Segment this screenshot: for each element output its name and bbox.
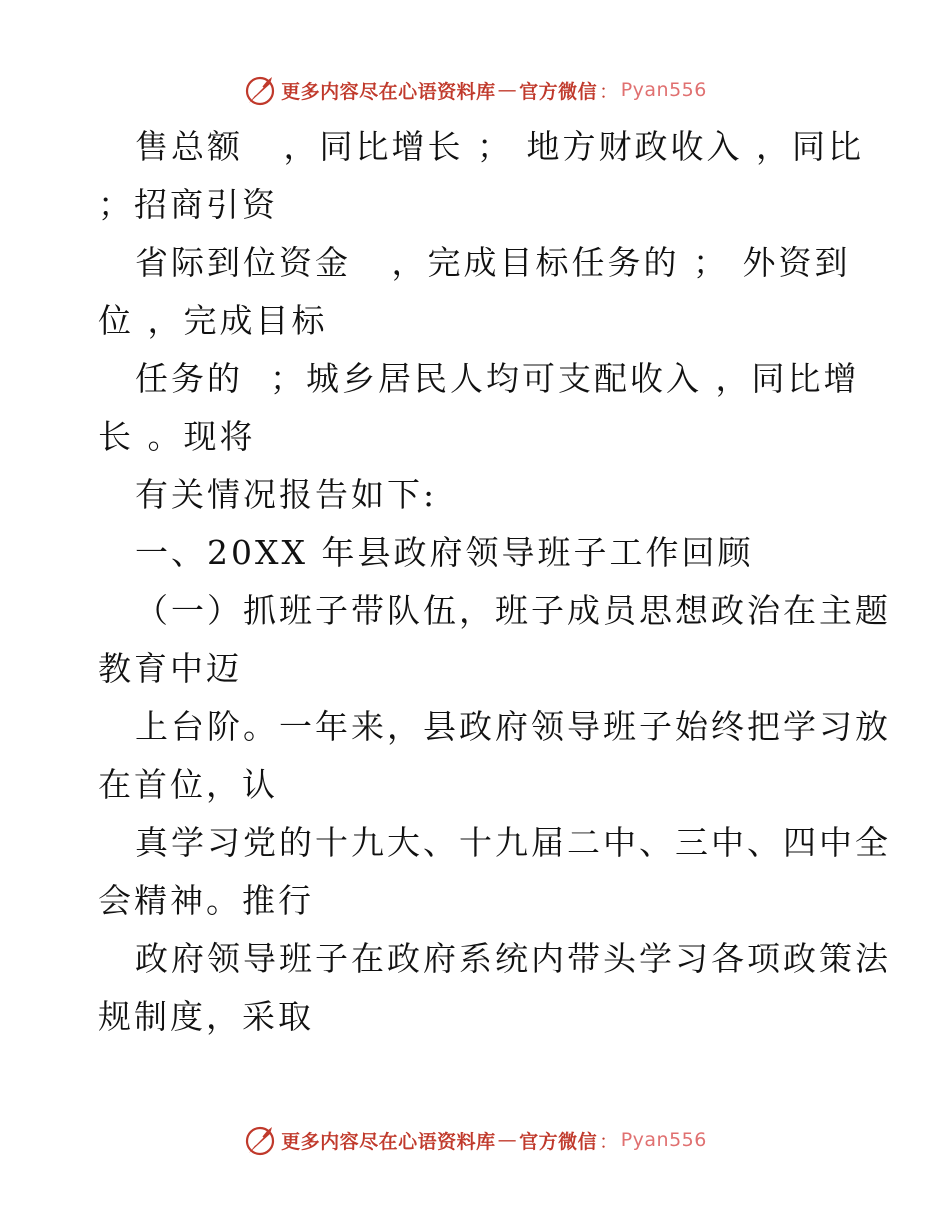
text-line: 售总额 ，同比增长 ； 地方财政收入 ，同比 xyxy=(135,127,864,166)
text-line: 位 ，完成目标 xyxy=(98,301,328,340)
text-line: （一）抓班子带队伍，班子成员思想政治在主题 xyxy=(135,591,891,630)
header-watermark-banner xyxy=(0,70,950,110)
banner-main-text: 更多内容尽在心语资料库 xyxy=(281,1130,496,1153)
text-line: 一、20XX 年县政府领导班子工作回顾 xyxy=(135,533,754,572)
banner-colon: ： xyxy=(599,1130,619,1153)
banner-wechat-id: Pyan556 xyxy=(620,79,707,101)
text-line: 省际到位资金 ，完成目标任务的 ； 外资到 xyxy=(135,243,851,282)
text-line: 任务的 ；城乡居民人均可支配收入 ，同比增 xyxy=(135,359,860,398)
text-line: 教育中迈 xyxy=(98,649,242,688)
document-body xyxy=(98,118,891,1046)
banner-dash: — xyxy=(497,1129,518,1151)
text-line: 在首位，认 xyxy=(98,765,278,804)
text-line: 有关情况报告如下: xyxy=(135,475,438,514)
text-line: 长 。现将 xyxy=(98,417,256,456)
banner-wechat-label: 官方微信 xyxy=(519,1130,598,1153)
text-line: 上台阶。一年来，县政府领导班子始终把学习放 xyxy=(135,707,891,746)
banner-colon: ： xyxy=(599,80,619,103)
banner-wechat-label: 官方微信 xyxy=(519,80,598,103)
text-line: 真学习党的十九大、十九届二中、三中、四中全 xyxy=(135,823,891,862)
quill-pen-circle-icon xyxy=(243,1123,277,1157)
text-line: ；招商引资 xyxy=(98,185,278,224)
banner-dash: — xyxy=(497,79,518,101)
text-line: 会精神。推行 xyxy=(98,881,314,920)
banner-main-text: 更多内容尽在心语资料库 xyxy=(281,80,496,103)
banner-wechat-id: Pyan556 xyxy=(620,1129,707,1151)
text-line: 政府领导班子在政府系统内带头学习各项政策法 xyxy=(135,939,891,978)
text-line: 规制度，采取 xyxy=(98,997,314,1036)
quill-pen-circle-icon xyxy=(243,73,277,107)
footer-watermark-banner xyxy=(0,1120,950,1160)
